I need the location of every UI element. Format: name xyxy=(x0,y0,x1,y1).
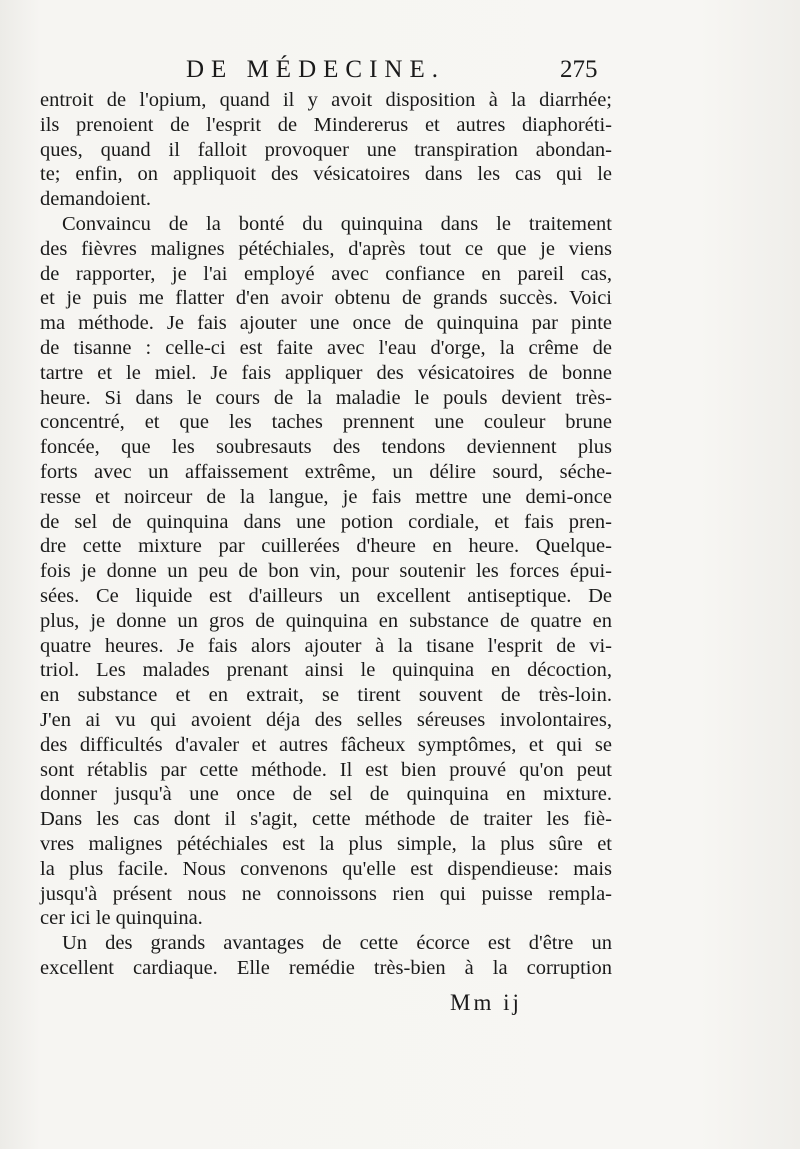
text-line: de sel de quinquina dans une potion cordiale, et fais pren- xyxy=(40,510,612,533)
text-line: foncée, que les soubresauts des tendons deviennent plus xyxy=(40,436,612,459)
text-line: vres malignes pétéchiales est la plus simple, la plus sûre et xyxy=(40,832,612,855)
text-line: tartre et le miel. Je fais appliquer des vésicatoires de bonne xyxy=(40,361,612,384)
text-line: quatre heures. Je fais alors ajouter à la tisane l'esprit de vi- xyxy=(40,634,612,657)
running-head: DE MÉDECINE. xyxy=(186,56,445,83)
text-line: entroit de l'opium, quand il y avoit disposition à la diarrhée; xyxy=(40,89,612,111)
text-line: ils prenoient de l'esprit de Mindererus et autres diaphoréti- xyxy=(40,113,612,136)
text-line: dre cette mixture par cuillerées d'heure en heure. Quelque- xyxy=(40,535,612,558)
text-line: fois je donne un peu de bon vin, pour soutenir les forces épui- xyxy=(40,560,612,583)
signature-mark: Mm ij xyxy=(450,990,522,1015)
page-header xyxy=(0,52,800,92)
text-line: Dans les cas dont il s'agit, cette méthode de traiter les fiè- xyxy=(40,808,612,831)
text-line: ma méthode. Je fais ajouter une once de quinquina par pinte xyxy=(40,312,612,335)
text-line: forts avec un affaissement extrême, un délire sourd, séche- xyxy=(40,460,612,483)
text-line: sées. Ce liquide est d'ailleurs un excellent antiseptique. De xyxy=(40,584,612,607)
page-number: 275 xyxy=(560,56,598,83)
body-text xyxy=(40,88,612,981)
text-line: cer ici le quinquina. xyxy=(40,907,203,930)
text-line: des difficultés d'avaler et autres fâcheux symptômes, et qui se xyxy=(40,733,612,756)
text-line: jusqu'à présent nous ne connoissons rien qui puisse rempla- xyxy=(40,882,612,905)
text-line: et je puis me flatter d'en avoir obtenu de grands succès. Voici xyxy=(40,287,612,310)
text-line: ques, quand il falloit provoquer une transpiration abondan- xyxy=(40,138,612,161)
text-line: te; enfin, on appliquoit des vésicatoires dans les cas qui le xyxy=(40,163,612,186)
text-line: resse et noirceur de la langue, je fais mettre une demi-once xyxy=(40,485,612,508)
text-line: demandoient. xyxy=(40,188,152,211)
text-line: donner jusqu'à une once de sel de quinquina en mixture. xyxy=(40,783,612,806)
text-line: concentré, et que les taches prennent une couleur brune xyxy=(40,411,612,434)
text-line: la plus facile. Nous convenons qu'elle est dispendieuse: mais xyxy=(40,857,612,880)
text-line: en substance et en extrait, se tirent souvent de très-loin. xyxy=(40,684,612,707)
text-line: sont rétablis par cette méthode. Il est bien prouvé qu'on peut xyxy=(40,758,612,781)
text-line: des fièvres malignes pétéchiales, d'après tout ce que je viens xyxy=(40,237,612,260)
text-line: excellent cardiaque. Elle remédie très-bien à la corruption xyxy=(40,956,612,979)
paragraph-start-line: Un des grands avantages de cette écorce est d'être un xyxy=(62,932,612,955)
paragraph-start-line: Convaincu de la bonté du quinquina dans le traitement xyxy=(62,212,612,235)
text-line: de rapporter, je l'ai employé avec confiance en pareil cas, xyxy=(40,262,612,285)
text-line: plus, je donne un gros de quinquina en substance de quatre en xyxy=(40,609,612,632)
text-line: J'en ai vu qui avoient déja des selles séreuses involontaires, xyxy=(40,708,612,731)
text-line: de tisanne : celle-ci est faite avec l'eau d'orge, la crême de xyxy=(40,336,612,359)
text-line: triol. Les malades prenant ainsi le quinquina en décoction, xyxy=(40,659,612,682)
text-line: heure. Si dans le cours de la maladie le pouls devient très- xyxy=(40,386,612,409)
